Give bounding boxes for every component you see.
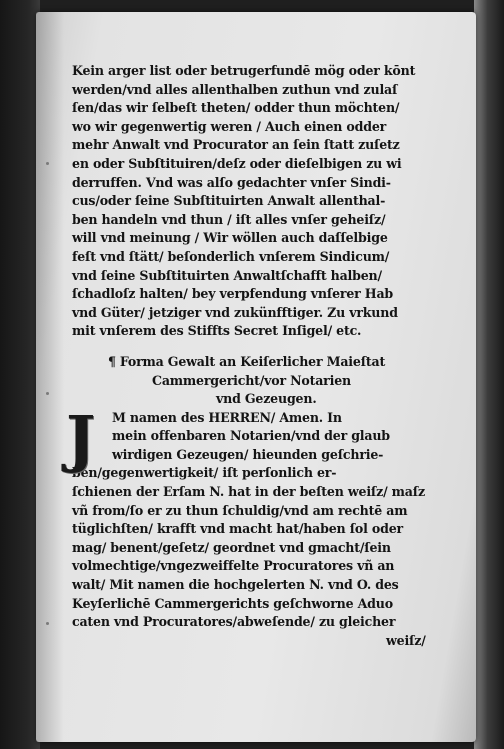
text-line: werden/vnd alles allenthalben zuthun vnd zulaſ: [72, 81, 398, 97]
binding-stitch: [46, 622, 49, 625]
text-line: vñ from/ſo er zu thun ſchuldig/vnd am rechtē am: [72, 502, 408, 518]
page-edge-right: [474, 0, 504, 749]
heading-line: [72, 353, 462, 372]
paragraph-2: [66, 401, 462, 651]
text-line: Kein arger list oder betrugerfundē mög oder kōnt: [72, 63, 416, 78]
text-line: mag/ benent/geſetz/ geordnet vnd gmacht/ſein: [72, 539, 391, 555]
text-line: ſchadloſz halten/ bey verpfendung vnſerer Hab: [72, 286, 394, 302]
page-text: [66, 62, 462, 650]
text-line: ben/gegenwertigkeit/ iſt perſonlich er-: [72, 465, 337, 481]
text-line: derruffen. Vnd was alſo gedachter vnſer Sindi-: [72, 174, 391, 190]
text-line: cus/oder ſeine Subſtituirten Anwalt allenthal-: [72, 193, 386, 209]
paragraph-1: [72, 62, 462, 341]
text-line: will vnd meinung / Wir wöllen auch daſſelbige: [72, 230, 388, 246]
pilcrow-icon: ¶: [108, 353, 116, 369]
section-heading: [72, 353, 462, 409]
text-line: volmechtige/vngezweiffelte Procuratores vñ an: [72, 558, 395, 574]
catchword: weiſz/: [386, 632, 426, 648]
heading-line: Cammergericht/vor Notarien: [152, 372, 351, 388]
binding-stitch: [46, 162, 49, 165]
text-line: vnd Güter/ jetziger vnd zukünfftiger. Zu vrkund: [72, 304, 398, 320]
text-line: mit vnſerem des Stiffts Secret Inſigel/ etc.: [72, 323, 362, 339]
text-line: wirdigen Gezeugen/ hieunden geſchrie-: [112, 446, 384, 462]
text-line: vnd ſeine Subſtituirten Anwaltſchafft halben/: [72, 267, 382, 283]
text-line: en oder Subſtituiren/deſz oder dieſelbigen zu wi: [72, 155, 402, 171]
text-line: walt/ Mit namen die hochgelerten N. vnd O. des: [72, 577, 399, 593]
heading-line: vnd Gezeugen.: [216, 391, 317, 407]
text-line: mehr Anwalt vnd Procurator an ſein ſtatt zuſetz: [72, 137, 400, 153]
text-line: M namen des HERREN/ Amen. In: [112, 409, 342, 425]
text-line: mein offenbaren Notarien/vnd der glaub: [112, 428, 390, 444]
scanner-bed-left: [0, 0, 40, 749]
heading-text: Forma Gewalt an Keiſerlicher Maieſtat: [119, 353, 386, 369]
binding-stitch: [46, 392, 49, 395]
text-line: Keyſerlichē Cammergerichts geſchworne Aduo: [72, 595, 393, 611]
text-line: wo wir gegenwertig weren / Auch einen odder: [72, 118, 387, 134]
text-line: ſchienen der Erſam N. hat in der beſten weiſz/ maſz: [72, 484, 425, 500]
page-gutter: [36, 12, 64, 742]
text-line: caten vnd Procuratores/abweſende/ zu gleicher: [72, 614, 396, 630]
text-line: ſen/das wir ſelbeſt theten/ odder thun möchten/: [72, 100, 400, 116]
text-line: feſt vnd ſtätt/ beſonderlich vnſerem Sindicum/: [72, 248, 390, 264]
text-line: tüglichſten/ krafft vnd macht hat/haben ſol oder: [72, 521, 403, 537]
text-line: ben handeln vnd thun / iſt alles vnſer geheiſz/: [72, 211, 386, 227]
drop-cap-initial: J: [66, 401, 96, 475]
section-spacer: [72, 341, 462, 353]
